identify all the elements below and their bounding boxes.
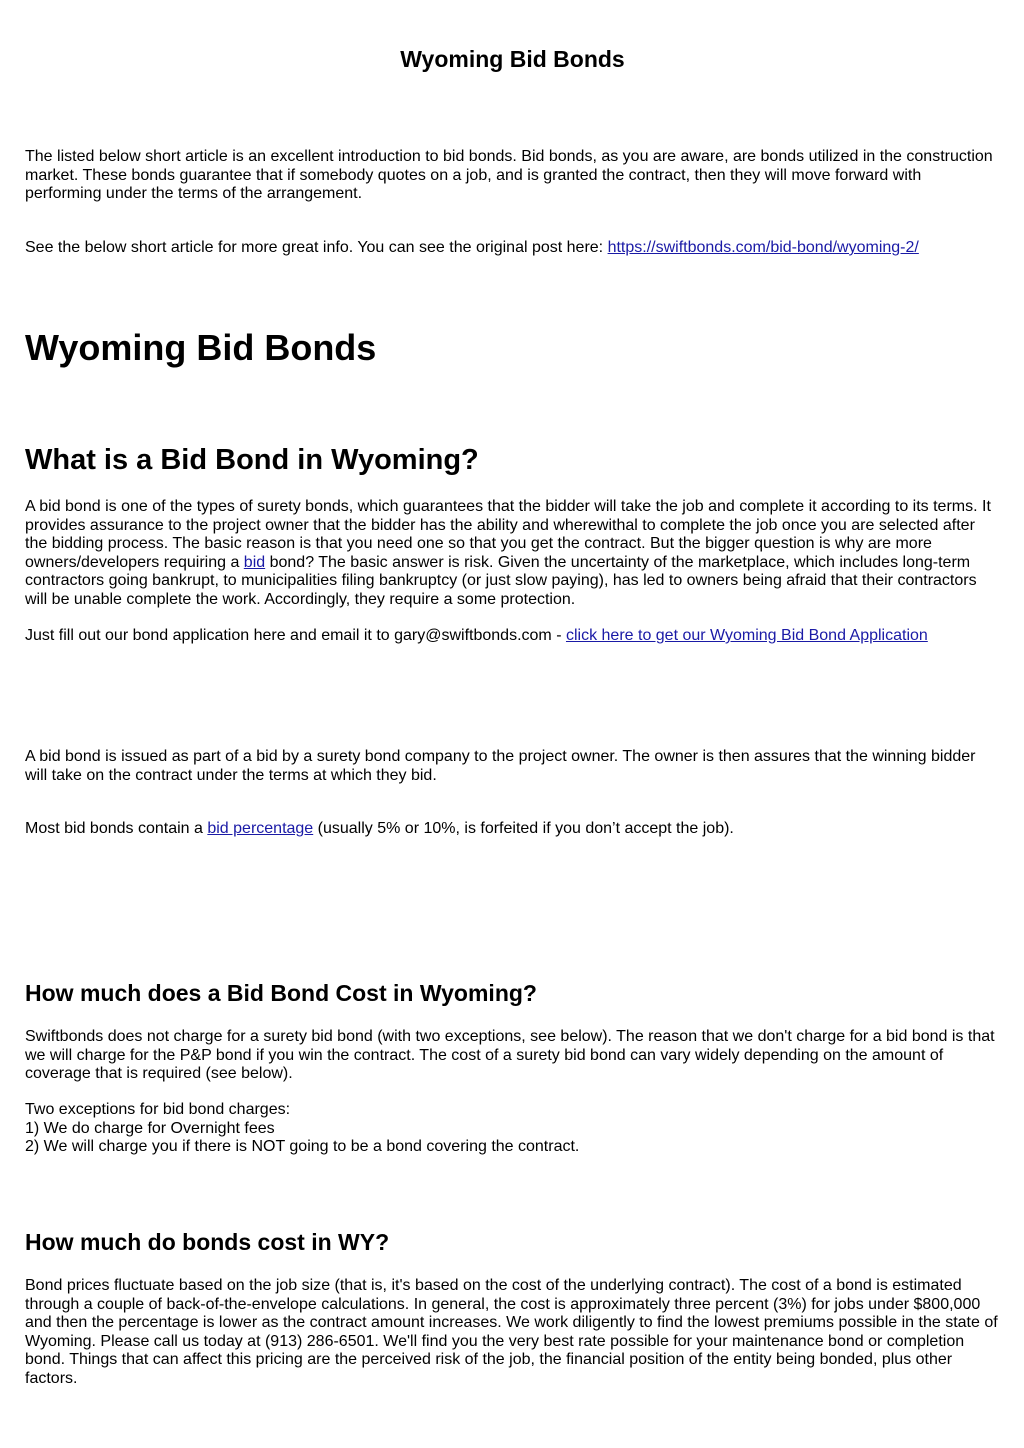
section1-heading: What is a Bid Bond in Wyoming? bbox=[25, 444, 479, 476]
application-link[interactable]: click here to get our Wyoming Bid Bond Application bbox=[565, 627, 928, 644]
section1-paragraph3-block bbox=[25, 748, 1000, 785]
intro-paragraph: The listed below short article is an excellent introduction to bid bonds. Bid bonds, as you are aware, are bonds utilized in the construction market. These bonds guarantee that if somebody quotes on a job, and is granted the contract, then they will move forward with performing under the terms of the arrangement. bbox=[25, 148, 993, 203]
section1-paragraph1 bbox=[25, 498, 1000, 610]
bid-link[interactable]: bid bbox=[243, 553, 266, 571]
exceptions-list bbox=[25, 1101, 1000, 1157]
document-title: Wyoming Bid Bonds bbox=[400, 46, 625, 72]
application-text: Just fill out our bond application here and email it to gary@swiftbonds.com - bbox=[25, 627, 566, 644]
section1-paragraph2-block bbox=[25, 627, 1000, 646]
section-bonds-cost-wy bbox=[25, 1228, 1000, 1256]
section-what-is-bid-bond bbox=[25, 443, 1000, 477]
source-line bbox=[25, 239, 1000, 258]
section2-heading: How much does a Bid Bond Cost in Wyoming? bbox=[25, 980, 537, 1006]
section1-p4-text-a: Most bid bonds contain a bbox=[25, 820, 208, 837]
article-title: Wyoming Bid Bonds bbox=[25, 327, 377, 368]
section3-paragraph1-block bbox=[25, 1277, 1000, 1389]
section1-paragraph4-block bbox=[25, 820, 1000, 839]
source-paragraph bbox=[25, 239, 1000, 258]
section1-paragraph1-block bbox=[25, 498, 1000, 610]
article-title-block bbox=[25, 328, 1000, 368]
section3-paragraph1: Bond prices fluctuate based on the job size (that is, it's based on the cost of the underlying contract). The cost of a bond is estimated through a couple of back-of-the-envelope calculations. In general, the cost is approximately three percent (3%) for jobs under $800,000 and then the percentage is lower as the contract amount increases. We work diligently to find the lowest premiums possible in the state of Wyoming. Please call us today at (913) 286-6501. We'll find you the very best rate possible for your maintenance bond or completion bond. Things that can affect this pricing are the perceived risk of the job, the financial position of the entity being bonded, plus other factors. bbox=[25, 1277, 998, 1387]
section1-p1-text-b: bond? The basic answer is risk. Given the uncertainty of the marketplace, which includes long-term contractors going bankrupt, to municipalities filing bankruptcy (or just slow paying), has led to owners being afraid that their contractors will be unable complete the work. Accordingly, they require a some protection. bbox=[25, 553, 977, 608]
section1-p4-text-b: (usually 5% or 10%, is forfeited if you don’t accept the job). bbox=[313, 820, 734, 837]
intro-paragraph-block bbox=[25, 148, 1000, 204]
source-text: See the below short article for more great info. You can see the original post here: bbox=[25, 239, 608, 256]
exception-item-2: 2) We will charge you if there is NOT going to be a bond covering the contract. bbox=[25, 1138, 580, 1156]
section1-paragraph2 bbox=[25, 627, 1000, 646]
exceptions-title: Two exceptions for bid bond charges: bbox=[25, 1101, 291, 1118]
section1-paragraph3: A bid bond is issued as part of a bid by a surety bond company to the project owner. The owner is then assures that the winning bidder will take on the contract under the terms at which they bid. bbox=[25, 748, 976, 784]
section2-paragraph1-block bbox=[25, 1028, 1000, 1084]
bid-percentage-link[interactable]: bid percentage bbox=[207, 820, 314, 837]
section1-p1-text-a: A bid bond is one of the types of surety bonds, which guarantees that the bidder will take the job and complete it according to its terms. It provides assurance to the project owner that the bidder has the ability and wherewithal to complete the job once you are selected after the bidding process. The basic reason is that you need one so that you get the contract. But the bigger question is why are more owners/developers requiring a bbox=[25, 498, 991, 571]
section1-paragraph4 bbox=[25, 820, 1000, 839]
section-bid-bond-cost bbox=[25, 979, 1000, 1007]
source-link[interactable]: https://swiftbonds.com/bid-bond/wyoming-2/ bbox=[607, 239, 919, 256]
exception-item-1: 1) We do charge for Overnight fees bbox=[25, 1119, 275, 1137]
section3-heading: How much do bonds cost in WY? bbox=[25, 1229, 390, 1255]
section2-paragraph1: Swiftbonds does not charge for a surety bid bond (with two exceptions, see below). The reason that we don't charge for a bid bond is that we will charge for the P&P bond if you win the contract. The cost of a surety bid bond can vary widely depending on the amount of coverage that is required (see below). bbox=[25, 1028, 995, 1083]
